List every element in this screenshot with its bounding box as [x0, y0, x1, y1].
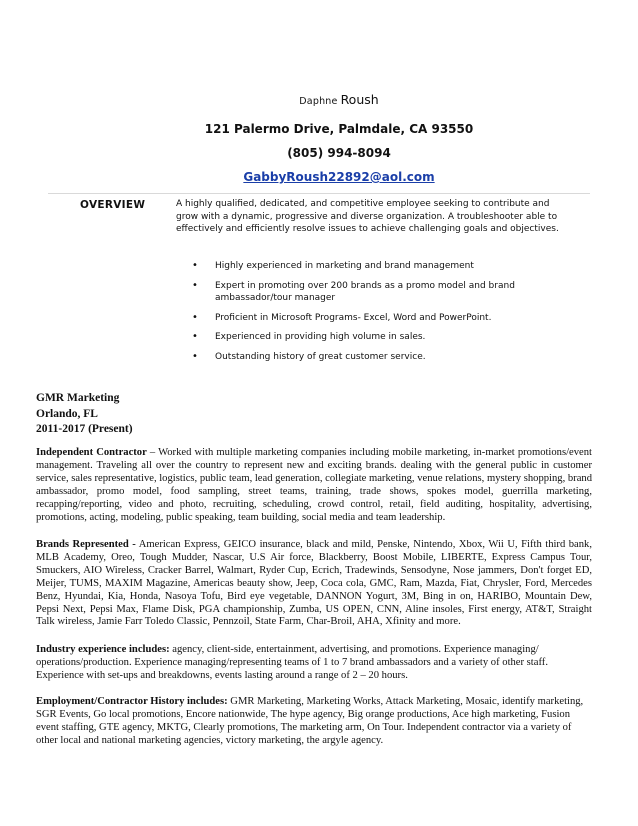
list-item — [192, 260, 572, 273]
resume-header — [0, 90, 638, 185]
contractor-paragraph — [36, 447, 592, 524]
employer-location: Orlando, FL — [36, 407, 98, 420]
bullet-text: Outstanding history of great customer service. — [215, 351, 426, 362]
contractor-text: – Worked with multiple marketing companies including mobile marketing, in-market promotions/event management. Traveling all over the country to represent new and exciting brands. dealing with the general public in customer service, sales representative, logistics, public team, lead generation, collegiate marketing, venue relations, mystery shopping, brand ambassador, promo model, food sampling, street teams, training, trade shows, spokes model, guerrilla marketing, recapping/reporting, video and photo, recruiting, scheduling, crowd control, retail, field auditing, hospitality, advertising, promotions, acting, modeling, public speaking, team building, social media and team leadership. — [36, 447, 592, 523]
industry-paragraph — [36, 644, 592, 683]
industry-text: agency, client-side, entertainment, advertising, and promotions. Experience managing/ operations/production. Experience managing/representing teams of 1 to 7 brand ambassadors and a variety of other staff. Experience with set-ups and breakdowns, events lasting around a range of 2 – 20 hours. — [36, 644, 548, 681]
bullet-icon: • — [192, 279, 198, 291]
bullet-text: Proficient in Microsoft Programs- Excel, Word and PowerPoint. — [215, 312, 492, 323]
bullet-icon: • — [192, 311, 198, 323]
section-divider — [48, 193, 590, 194]
last-name: Roush — [340, 92, 379, 107]
bullet-text: Expert in promoting over 200 brands as a promo model and brand ambassador/tour manager — [215, 280, 515, 303]
first-name: Daphne — [299, 96, 338, 107]
bullet-icon: • — [192, 331, 198, 342]
list-item — [192, 331, 572, 344]
list-item — [192, 312, 572, 325]
overview-heading: OVERVIEW — [80, 199, 146, 211]
overview-bullet-list — [192, 260, 572, 370]
industry-heading: Industry experience includes: — [36, 644, 170, 655]
history-heading: Employment/Contractor History includes: — [36, 696, 228, 707]
email-link[interactable]: GabbyRoush22892@aol.com — [243, 170, 435, 184]
overview-summary: A highly qualified, dedicated, and competitive employee seeking to contribute and grow with a dynamic, progressive and diverse organization. A troubleshooter able to effectively and efficiently resolve issues to achieve challenging goals and objectives. — [176, 199, 559, 234]
bullet-text: Experienced in providing high volume in sales. — [215, 332, 426, 342]
history-paragraph — [36, 696, 592, 748]
bullet-text: Highly experienced in marketing and brand management — [215, 261, 474, 271]
bullet-icon: • — [192, 350, 198, 362]
employer-block — [36, 391, 133, 438]
bullet-icon: • — [192, 260, 198, 271]
email-line — [40, 169, 638, 185]
employer-name: GMR Marketing — [36, 392, 120, 404]
list-item — [192, 280, 572, 305]
contractor-heading: Independent Contractor — [36, 447, 147, 458]
phone-number: (805) 994-8094 — [287, 146, 391, 160]
brands-heading: Brands Represented - — [36, 539, 136, 550]
candidate-name — [40, 90, 638, 111]
brands-paragraph — [36, 539, 592, 629]
employment-dates: 2011-2017 (Present) — [36, 423, 133, 435]
address: 121 Palermo Drive, Palmdale, CA 93550 — [204, 122, 474, 136]
brands-text: American Express, GEICO insurance, black and mild, Penske, Nintendo, Xbox, Wii U, Fifth third bank, MLB Academy, Oreo, Tough Mudder, Nascar, U.S Air force, Blackberry, Boost Mobile, LIBERTE, Express Campus Tour, Smuckers, AIO Wireless, Cracker Barrel, Walmart, Ryder Cup, Ecrich, Tradewinds, Sensodyne, Nose jammers, Don't forget ED, Meijer, TUMS, MAXIM Magazine, Americas beauty show, Jeep, Coca cola, GMC, Ram, Mazda, Fiat, Chrysler, Ford, Mercedes Benz, Hyundai, Kia, Honda, Nasoya Tofu, Bird eye vegetable, DANNON Yogurt, 3M, Bing in on, HARIBO, Mountain Dew, Pepsi Next, Pepsi Max, Flame Disk, PGA championship, Zumba, US OPEN, CNN, Aline insoles, First energy, AT&T, Straight Talk wireless, Jamie Farr Toledo Classic, Pennzoil, State Farm, Char-Broil, AHA, Xfinity and more. — [36, 539, 593, 628]
list-item — [192, 351, 572, 364]
history-text: GMR Marketing, Marketing Works, Attack Marketing, Mosaic, identify marketing, SGR Events, Go local promotions, Encore nationwide, The hype agency, Big orange productions, Ace high marketing, Fusion event staffing, GTE agency, MKTG, Clearly promotions, The marketing arm, On Tour. Independent contractor via a variety of other local and national marketing agencies, victory marketing, the argyle agency. — [36, 696, 584, 746]
